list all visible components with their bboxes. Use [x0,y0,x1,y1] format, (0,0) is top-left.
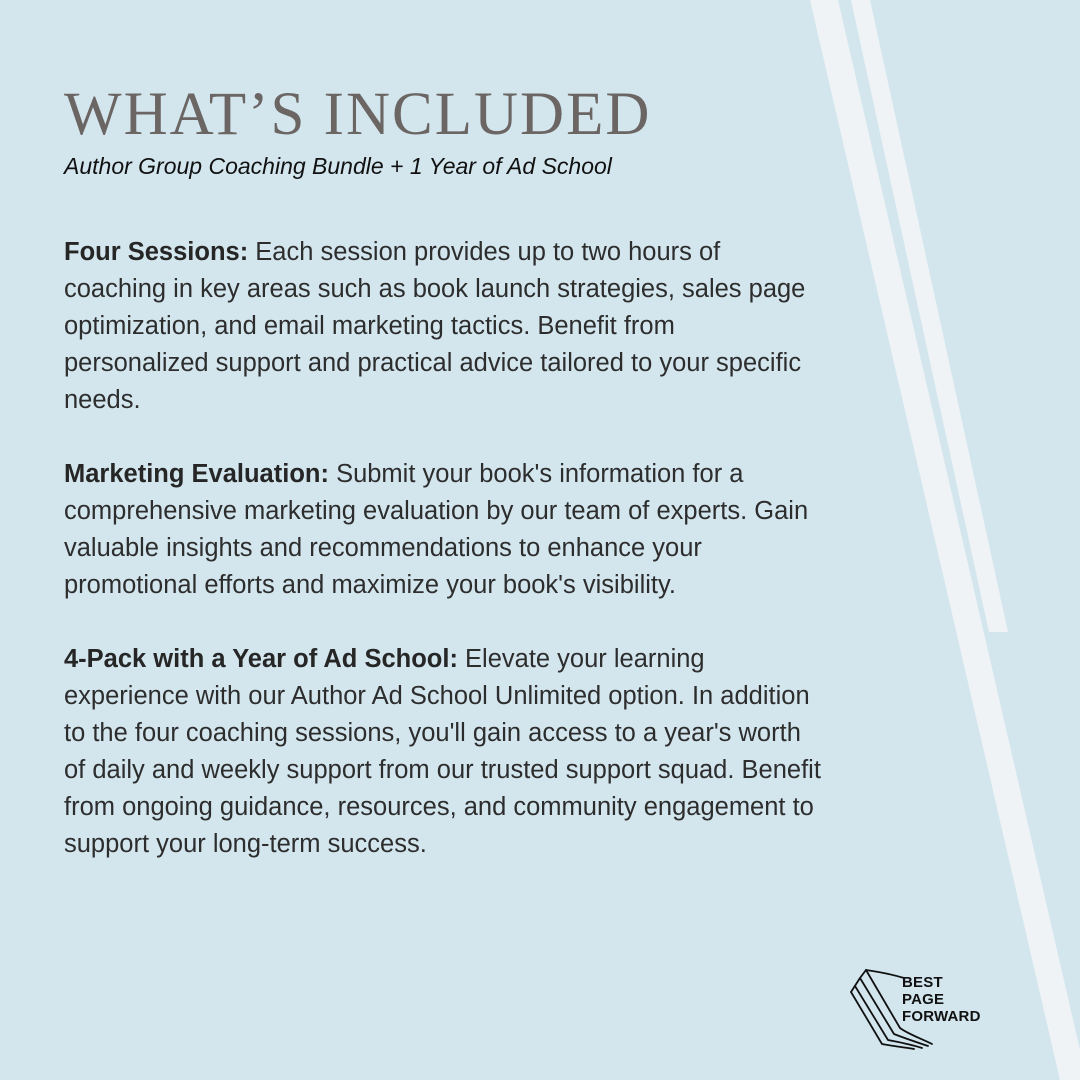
page-subtitle: Author Group Coaching Bundle + 1 Year of Ad School [64,153,612,179]
section-marketing-evaluation [64,456,824,604]
section-four-sessions [64,234,824,419]
stripe-long [810,0,1080,1080]
section-ad-school [64,641,824,863]
logo-line-3: FORWARD [902,1008,981,1025]
section-body: Elevate your learning experience with our Author Ad School Unlimited option. In addition to the four coaching sessions, you'll gain access to a year's worth of daily and weekly support from our trusted support squad. Benefit from ongoing guidance, resources, and community engagement to support your long-term success. [64,645,821,858]
section-body: Submit your book's information for a comprehensive marketing evaluation by our team of experts. Gain valuable insights and recommendations to enhance your promotional efforts and maximize your book's visibility. [64,460,809,599]
section-heading: Four Sessions: [64,238,249,266]
section-heading: 4-Pack with a Year of Ad School: [64,645,458,673]
logo-wordmark [902,974,981,1025]
logo-line-1: BEST [902,974,943,991]
section-heading: Marketing Evaluation: [64,460,329,488]
stripe-short [851,0,1008,632]
section-body: Each session provides up to two hours of coaching in key areas such as book launch strategies, sales page optimization, and email marketing tactics. Benefit from personalized support and practical advice tailored to your specific needs. [64,238,806,414]
page-title: WHAT’S INCLUDED [64,81,652,148]
logo-line-2: PAGE [902,991,945,1008]
brand-logo [848,966,1008,1050]
main-content [64,80,824,863]
